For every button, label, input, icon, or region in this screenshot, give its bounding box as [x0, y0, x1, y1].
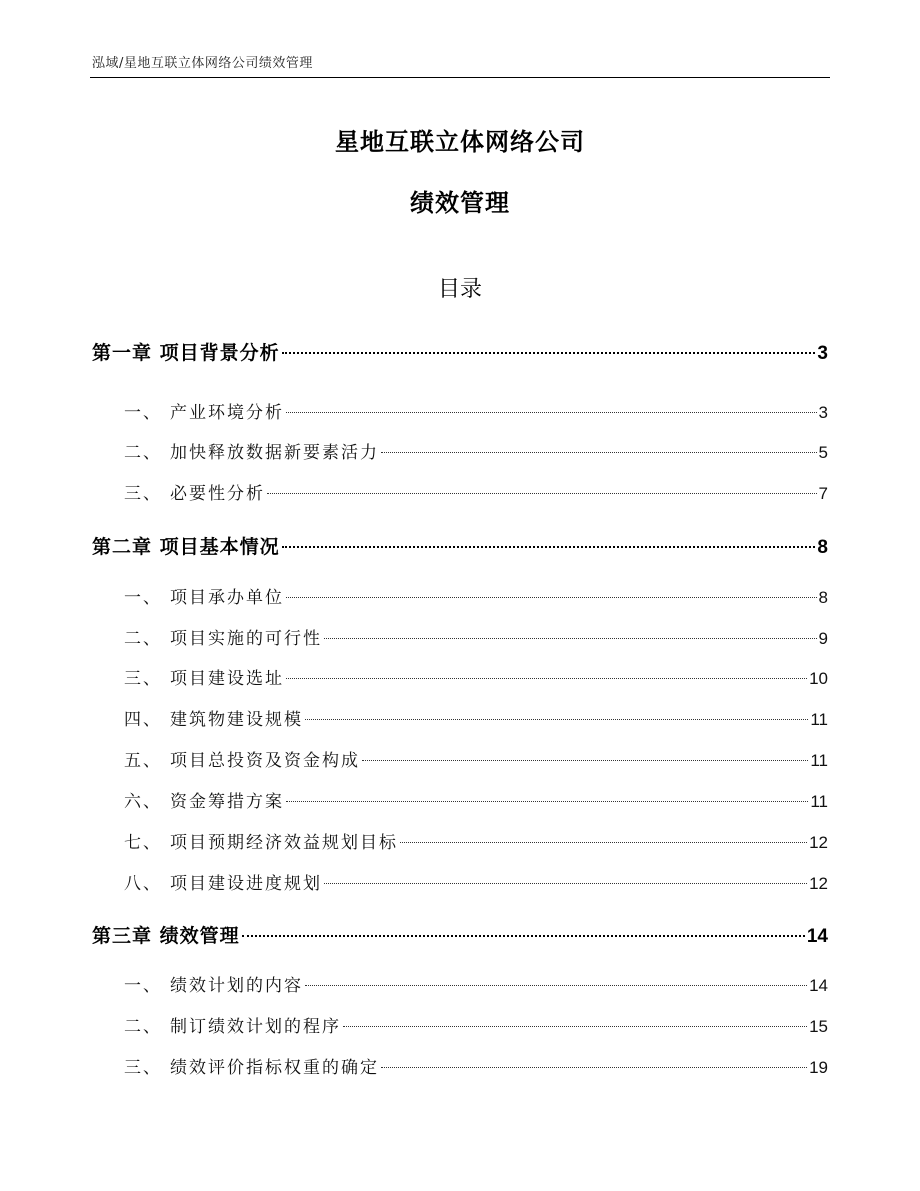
toc-entry-label	[92, 828, 398, 853]
toc-entry-label	[92, 705, 303, 730]
toc-dot-leader	[362, 760, 808, 761]
toc-page-number: 9	[818, 629, 828, 648]
toc-entry-text: 项目实施的可行性	[170, 629, 322, 649]
toc-page-number: 15	[809, 1017, 828, 1036]
toc-section-entry[interactable]	[92, 971, 828, 996]
toc-entry-label	[92, 1012, 341, 1037]
toc-entry-number: 八、	[124, 874, 162, 894]
running-header: 泓域/星地互联立体网络公司绩效管理	[92, 56, 313, 71]
toc-section-entry[interactable]	[92, 1053, 828, 1078]
toc-entry-number: 二、	[124, 629, 162, 649]
toc-dot-leader	[286, 801, 808, 802]
toc-page-number: 3	[818, 403, 828, 422]
toc-page-number: 12	[809, 874, 828, 893]
toc-dot-leader	[324, 638, 817, 639]
toc-page-number: 3	[817, 343, 828, 364]
toc-entry-number: 二、	[124, 1017, 162, 1037]
toc-entry-number: 六、	[124, 792, 162, 812]
toc-entry-label	[92, 746, 360, 771]
toc-dot-leader	[324, 883, 807, 884]
toc-entry-label	[92, 921, 240, 948]
toc-entry-label	[92, 624, 322, 649]
toc-dot-leader	[305, 719, 808, 720]
toc-entry-label	[92, 1053, 379, 1078]
toc-entry-number: 三、	[124, 669, 162, 689]
toc-entry-text: 第三章 绩效管理	[92, 925, 240, 947]
toc-page-number: 8	[818, 588, 828, 607]
toc-entry-text: 项目建设进度规划	[170, 874, 322, 894]
toc-entry-number: 七、	[124, 833, 162, 853]
toc-entry-number: 二、	[124, 443, 162, 463]
toc-section-entry[interactable]	[92, 583, 828, 608]
toc-entry-label	[92, 971, 303, 996]
toc-dot-leader	[381, 452, 817, 453]
toc-entry-number: 一、	[124, 976, 162, 996]
toc-entry-number: 三、	[124, 484, 162, 504]
toc-entry-label	[92, 664, 284, 689]
toc-dot-leader	[286, 678, 807, 679]
toc-section-entry[interactable]	[92, 438, 828, 463]
toc-page-number: 19	[809, 1058, 828, 1077]
toc-dot-leader	[381, 1067, 807, 1068]
toc-heading: 目录	[437, 277, 482, 302]
toc-section-entry[interactable]	[92, 787, 828, 812]
toc-entry-label	[92, 398, 284, 423]
document-title: 星地互联立体网络公司	[335, 128, 585, 156]
toc-section-entry[interactable]	[92, 869, 828, 894]
toc-entry-label	[92, 438, 379, 463]
toc-chapter-entry[interactable]	[92, 338, 828, 365]
toc-dot-leader	[400, 842, 807, 843]
header-divider	[90, 77, 830, 78]
toc-section-entry[interactable]	[92, 479, 828, 504]
toc-chapter-entry[interactable]	[92, 532, 828, 559]
toc-entry-number: 一、	[124, 403, 162, 423]
toc-page-number: 8	[817, 537, 828, 558]
toc-section-entry[interactable]	[92, 828, 828, 853]
toc-entry-label	[92, 479, 265, 504]
toc-section-entry[interactable]	[92, 624, 828, 649]
toc-section-entry[interactable]	[92, 746, 828, 771]
toc-entry-label	[92, 338, 280, 365]
toc-dot-leader	[286, 412, 817, 413]
toc-dot-leader	[305, 985, 807, 986]
toc-page-number: 11	[810, 792, 828, 811]
toc-entry-text: 制订绩效计划的程序	[170, 1017, 341, 1037]
toc-dot-leader	[286, 597, 817, 598]
toc-entry-text: 加快释放数据新要素活力	[170, 443, 379, 463]
toc-dot-leader	[242, 935, 805, 937]
toc-section-entry[interactable]	[92, 705, 828, 730]
toc-entry-text: 项目预期经济效益规划目标	[170, 833, 398, 853]
toc-page-number: 7	[818, 484, 828, 503]
toc-page-number: 11	[810, 751, 828, 770]
toc-chapter-entry[interactable]	[92, 921, 828, 948]
toc-section-entry[interactable]	[92, 664, 828, 689]
toc-page-number: 12	[809, 833, 828, 852]
toc-page-number: 5	[818, 443, 828, 462]
toc-entry-label	[92, 787, 284, 812]
toc-entry-text: 项目总投资及资金构成	[170, 751, 360, 771]
toc-dot-leader	[267, 493, 817, 494]
toc-entry-text: 第一章 项目背景分析	[92, 342, 280, 364]
toc-dot-leader	[282, 352, 816, 354]
toc-entry-text: 产业环境分析	[170, 403, 284, 423]
toc-dot-leader	[343, 1026, 807, 1027]
toc-entry-number: 五、	[124, 751, 162, 771]
document-subtitle: 绩效管理	[410, 189, 510, 217]
toc-page-number: 10	[809, 669, 828, 688]
toc-entry-text: 第二章 项目基本情况	[92, 536, 280, 558]
toc-entry-label	[92, 532, 280, 559]
toc-section-entry[interactable]	[92, 1012, 828, 1037]
toc-entry-text: 项目建设选址	[170, 669, 284, 689]
toc-entry-text: 绩效评价指标权重的确定	[170, 1058, 379, 1078]
toc-entry-label	[92, 583, 284, 608]
toc-page-number: 14	[806, 926, 828, 947]
toc-entry-number: 四、	[124, 710, 162, 730]
toc-entry-text: 项目承办单位	[170, 588, 284, 608]
toc-dot-leader	[282, 546, 816, 548]
toc-entry-text: 必要性分析	[170, 484, 265, 504]
toc-page-number: 14	[809, 976, 828, 995]
toc-entry-label	[92, 869, 322, 894]
toc-section-entry[interactable]	[92, 398, 828, 423]
toc-entry-text: 建筑物建设规模	[170, 710, 303, 730]
toc-entry-number: 三、	[124, 1058, 162, 1078]
toc-page-number: 11	[810, 710, 828, 729]
toc-entry-number: 一、	[124, 588, 162, 608]
toc-entry-text: 资金筹措方案	[170, 792, 284, 812]
toc-entry-text: 绩效计划的内容	[170, 976, 303, 996]
